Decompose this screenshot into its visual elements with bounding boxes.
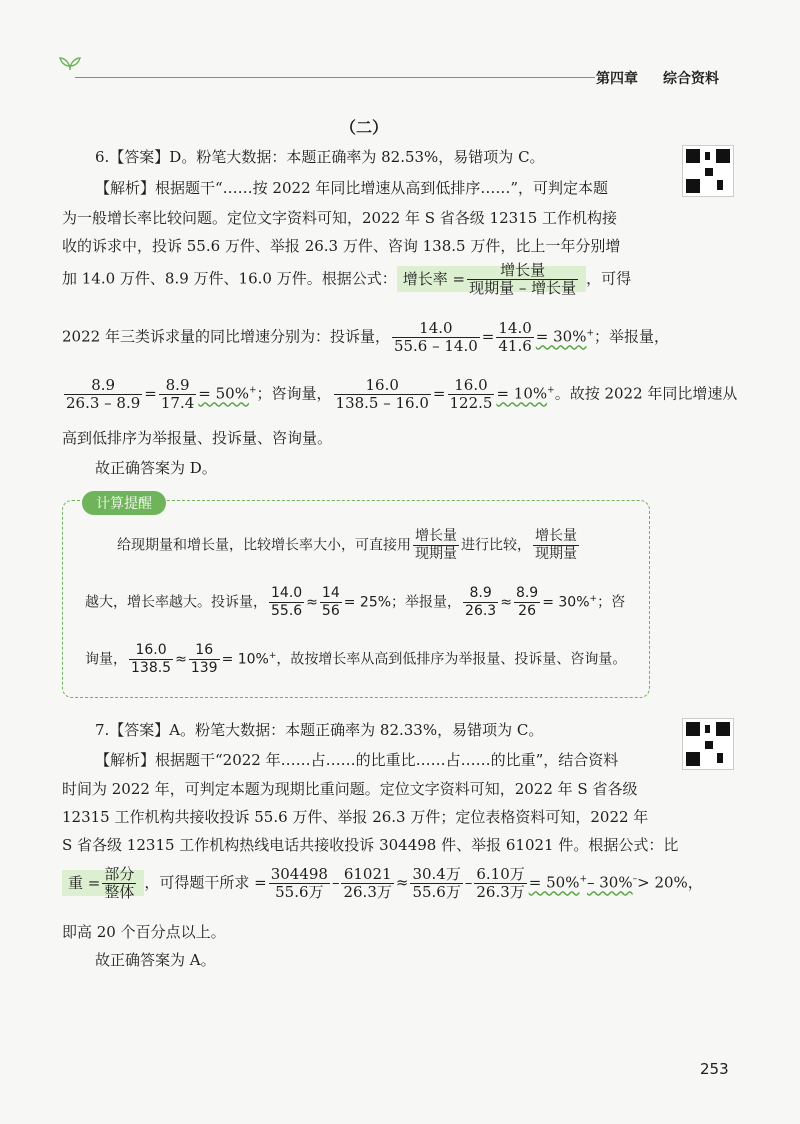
tip-line: 越大，增长率越大。投诉量， $\frac{14.0}{55.6}$ ≈ $\frac{14}{56}$ = 25%；举报量， $\frac{8.9}{26.3}$ ≈ $\frac{8.9}{26}$ = 30%+；咨 — [85, 585, 626, 619]
chapter-label: 第四章 — [596, 71, 638, 87]
q6-text-line: 收的诉求中，投诉 55.6 万件、举报 26.3 万件、咨询 138.5 万件，比上一年分别增 — [62, 237, 621, 255]
section-label: 综合资料 — [663, 71, 719, 87]
tip-line: 给现期量和增长量，比较增长率大小，可直接用 $\frac{\text{增长量}}{\text{现期量}}$ 进行比较， $\frac{\text{增长量}}{\text{现期量}}$ — [117, 528, 577, 562]
q6-rate-line: $\frac{8.9}{26.3 - 8.9}$ = $\frac{8.9}{17.4}$ = 50%+；咨询量， $\frac{16.0}{138.5 - 16.0}$ = $\frac{16.0}{122.5}$ = 10%+。故按 2022 年同比增速从 — [66, 376, 738, 412]
header-rule — [75, 77, 595, 78]
q7-conclusion: 故正确答案为 A。 — [95, 951, 216, 969]
q6-text-line: 高到低排序为举报量、投诉量、咨询量。 — [62, 429, 333, 447]
tip-label: 计算提醒 — [82, 491, 166, 515]
q7-text-line: 时间为 2022 年，可判定本题为现期比重问题。定位文字资料可知，2022 年 S 省各级 — [62, 780, 638, 798]
q6-answer-line: 6.【答案】D。粉笔大数据：本题正确率为 82.53%，易错项为 C。 — [95, 148, 545, 166]
tip-line: 询量， $\frac{16.0}{138.5}$ ≈ $\frac{16}{139}$ = 10%+，故按增长率从高到低排序为举报量、投诉量、咨询量。 — [85, 642, 627, 676]
q6-rate-line: 2022 年三类诉求量的同比增速分别为：投诉量， $\frac{14.0}{55.6 - 14.0}$ = $\frac{14.0}{41.6}$ = 30%+；举报量， — [62, 319, 670, 355]
q7-analysis-line: 【解析】根据题干“2022 年……占……的比重比……占……的比重”，结合资料 — [95, 751, 619, 769]
q7-text-line: 即高 20 个百分点以上。 — [62, 923, 226, 941]
q6-text: 加 14.0 万件、8.9 万件、16.0 万件。根据公式： — [62, 269, 397, 288]
q7-formula-line: 重 = $\frac{\text{部分}}{\text{整体}}$ ，可得题干所求 = $\frac{304498}{\text{55.6万}}$ – $\frac{61021}{\text{26.3万}}$ ≈ $\frac{\text{30.4万}}{\text{55.6万}}$ – $\frac{\text{6.10万}}{\text{26.3万}}$ = 50%+– 30%–> 20%， — [62, 866, 703, 901]
q7-answer-line: 7.【答案】A。粉笔大数据：本题正确率为 82.33%，易错项为 C。 — [95, 721, 544, 739]
q6-formula-line: 加 14.0 万件、8.9 万件、16.0 万件。根据公式： 增长率 = $\frac{\text{增长量}}{\text{现期量 – 增长量}}$ ，可得 — [62, 261, 632, 297]
section-title: （二） — [340, 118, 389, 137]
page-number: 253 — [700, 1060, 729, 1078]
q7-text-line: 12315 工作机构共接收投诉 55.6 万件、举报 26.3 万件；定位表格资料可知，2022 年 — [62, 808, 649, 826]
leaf-icon — [58, 52, 82, 72]
qr-code-icon — [682, 718, 734, 770]
q6-text-line: 为一般增长率比较问题。定位文字资料可知，2022 年 S 省各级 12315 工作机构接 — [62, 209, 618, 227]
growth-rate-formula: 增长率 = $\frac{\text{增长量}}{\text{现期量 – 增长量}}$ — [397, 266, 586, 292]
q7-text-line: S 省各级 12315 工作机构热线电话共接收投诉 304498 件、举报 61021 件。根据公式：比 — [62, 836, 679, 854]
qr-code-icon — [682, 145, 734, 197]
proportion-formula: 重 = $\frac{\text{部分}}{\text{整体}}$ — [62, 870, 144, 896]
q6-conclusion: 故正确答案为 D。 — [95, 459, 217, 477]
q6-analysis-line: 【解析】根据题干“……按 2022 年同比增速从高到低排序……”，可判定本题 — [95, 179, 609, 197]
